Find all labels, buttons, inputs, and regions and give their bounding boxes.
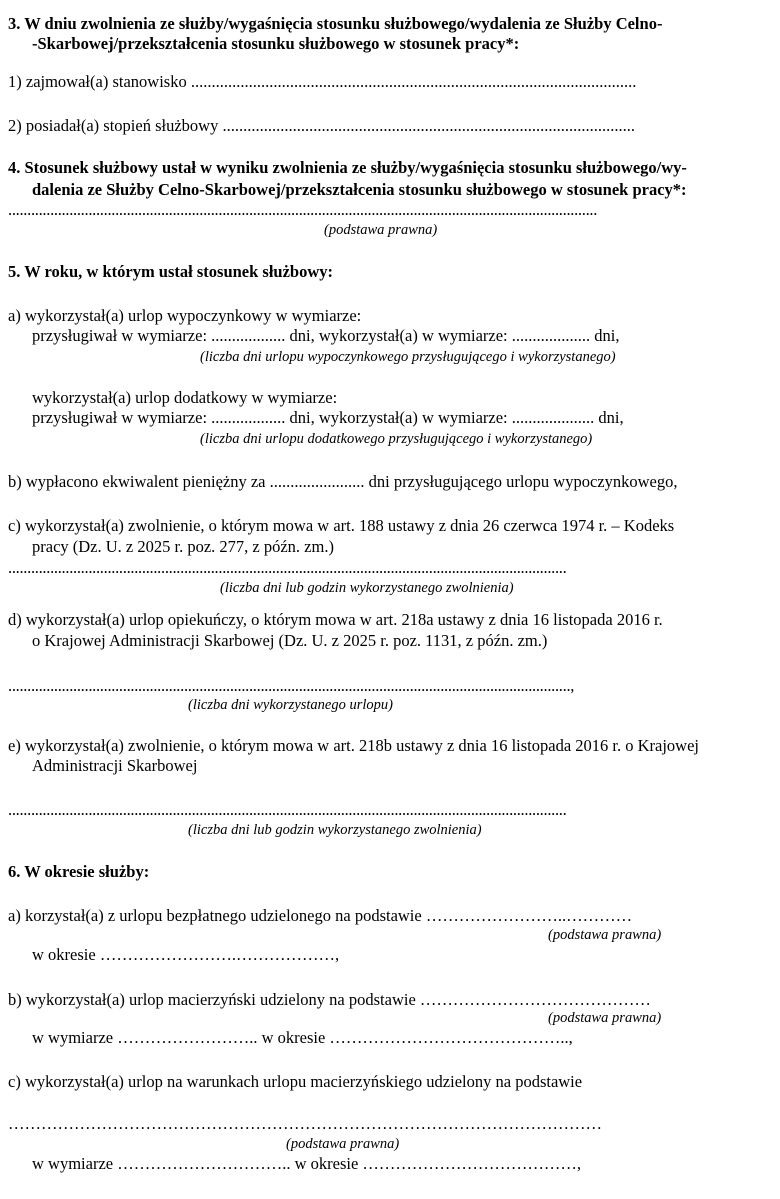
section-6-c-line1: c) wykorzystał(a) urlop na warunkach urlopu macierzyńskiego udzielony na podstawie — [8, 1072, 583, 1091]
section-5-a-line3: wykorzystał(a) urlop dodatkowy w wymiarze: — [32, 388, 338, 407]
section-6-a-line2: w okresie …………………….………………, — [32, 945, 340, 964]
section-5-a-line2: przysługiwał w wymiarze: .................. dni, wykorzystał(a) w wymiarze: ................... dni, — [32, 326, 620, 345]
section-4-blank-line: .......................................................................................................................................................... — [8, 200, 598, 219]
section-5-a-caption1: (liczba dni urlopu wypoczynkowego przysługującego i wykorzystanego) — [200, 349, 616, 365]
section-5-e-blank-line: .................................................................................................................................................. — [8, 800, 567, 819]
section-6-c-line2: w wymiarze ………………………….. w okresie …………………………………, — [32, 1154, 582, 1173]
section-3-title-line2: -Skarbowej/przekształcenia stosunku służbowego w stosunek pracy*: — [32, 34, 520, 53]
section-5-d-line2: o Krajowej Administracji Skarbowej (Dz. U. z 2025 r. poz. 1131, z późn. zm.) — [32, 631, 548, 650]
section-4-title-line2: dalenia ze Służby Celno-Skarbowej/przekształcenia stosunku służbowego w stosunek pracy*: — [32, 180, 687, 199]
section-6-b-caption: (podstawa prawna) — [548, 1010, 662, 1026]
section-5-a-line1: a) wykorzystał(a) urlop wypoczynkowy w wymiarze: — [8, 306, 362, 325]
section-4-caption: (podstawa prawna) — [324, 222, 438, 238]
section-3-item-2: 2) posiadał(a) stopień służbowy .................................................................................................... — [8, 116, 635, 135]
section-3-title-line1: 3. W dniu zwolnienia ze służby/wygaśnięcia stosunku służbowego/wydalenia ze Służby Celno- — [8, 14, 663, 33]
section-6-a-caption: (podstawa prawna) — [548, 927, 662, 943]
section-6-c-caption: (podstawa prawna) — [286, 1136, 400, 1152]
section-5-d-line1: d) wykorzystał(a) urlop opiekuńczy, o którym mowa w art. 218a ustawy z dnia 16 listopada 2016 r. — [8, 610, 663, 629]
section-5-a-line4: przysługiwał w wymiarze: .................. dni, wykorzystał(a) w wymiarze: .................... dni, — [32, 408, 624, 427]
section-5-c-line1: c) wykorzystał(a) zwolnienie, o którym mowa w art. 188 ustawy z dnia 26 czerwca 1974 r. – Kodeks — [8, 516, 675, 535]
section-5-e-caption: (liczba dni lub godzin wykorzystanego zwolnienia) — [188, 822, 482, 838]
section-6-a-line1: a) korzystał(a) z urlopu bezpłatnego udzielonego na podstawie ……………………..………… — [8, 906, 633, 925]
section-5-e-line2: Administracji Skarbowej — [32, 756, 198, 775]
section-5-title: 5. W roku, w którym ustał stosunek służbowy: — [8, 262, 334, 281]
section-6-b-line2: w wymiarze …………………….. w okresie …………………………………….., — [32, 1028, 573, 1047]
section-4-title-line1: 4. Stosunek służbowy ustał w wyniku zwolnienia ze służby/wygaśnięcia stosunku służbowego/wy- — [8, 158, 687, 177]
section-5-c-line2: pracy (Dz. U. z 2025 r. poz. 277, z późn. zm.) — [32, 537, 334, 556]
section-5-a-caption2: (liczba dni urlopu dodatkowego przysługującego i wykorzystanego) — [200, 431, 593, 447]
section-5-c-blank-line: .................................................................................................................................................. — [8, 558, 567, 577]
section-6-title: 6. W okresie służby: — [8, 862, 150, 881]
section-5-c-caption: (liczba dni lub godzin wykorzystanego zwolnienia) — [220, 580, 514, 596]
section-6-b-line1: b) wykorzystał(a) urlop macierzyński udzielony na podstawie …………………………………… — [8, 990, 651, 1009]
section-3-item-1: 1) zajmował(a) stanowisko ............................................................................................................ — [8, 72, 637, 91]
section-5-e-line1: e) wykorzystał(a) zwolnienie, o którym mowa w art. 218b ustawy z dnia 16 listopada 2016 r. o Krajowej — [8, 736, 699, 755]
section-6-c-blank-line: ……………………………………………………………………………………………… — [8, 1114, 602, 1133]
section-5-d-caption: (liczba dni wykorzystanego urlopu) — [188, 697, 393, 713]
section-5-b-line: b) wypłacono ekwiwalent pieniężny za ....................... dni przysługującego urlopu wypoczynkowego, — [8, 472, 678, 491]
section-5-d-blank-line: ..................................................................................................................................................., — [8, 676, 575, 695]
